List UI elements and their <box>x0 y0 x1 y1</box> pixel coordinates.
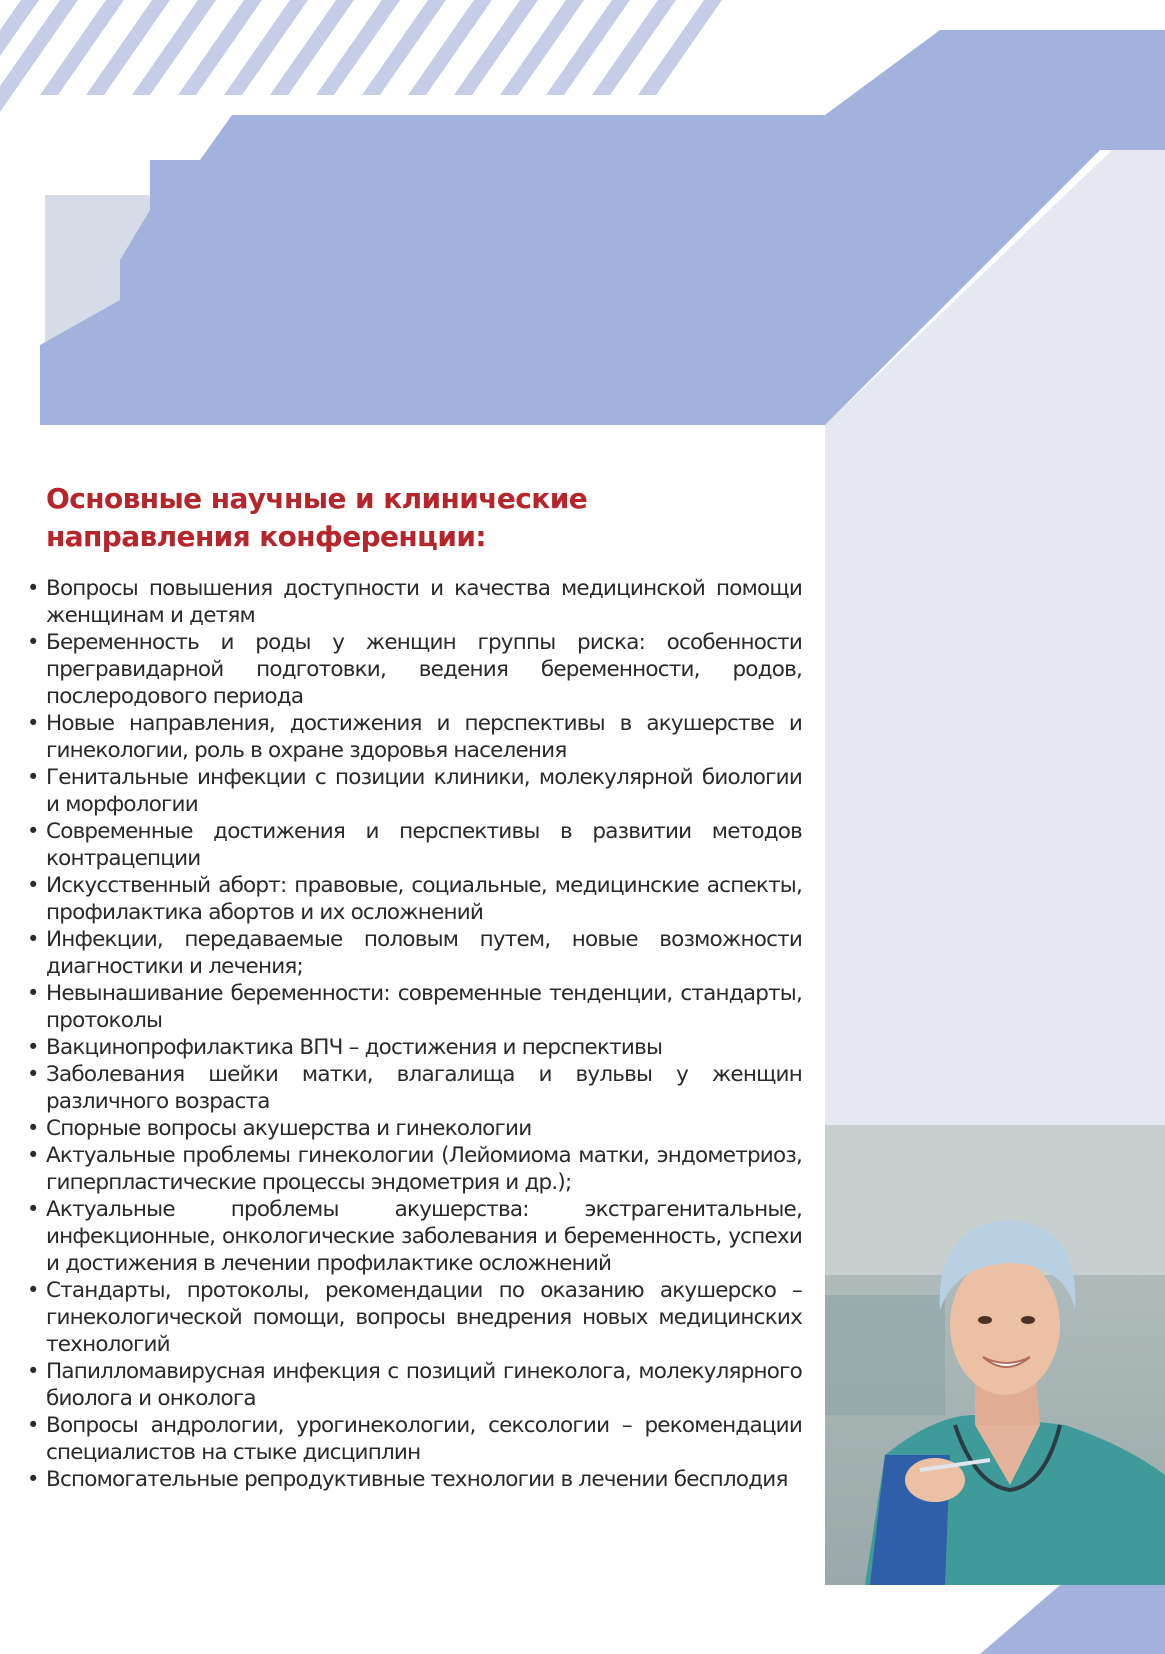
bullet-icon: • <box>27 630 39 654</box>
bullet-icon: • <box>27 1062 39 1086</box>
list-item-text: Беременность и роды у женщин группы риска: особенности прегравидарной подготовки, ведения беременности, родов, послеродового периода <box>46 630 802 709</box>
bullet-icon: • <box>27 819 39 843</box>
list-item-text: Вопросы андрологии, урогинекологии, сексологии – рекомендации специалистов на стыке дисциплин <box>46 1413 802 1465</box>
list-item <box>24 926 802 980</box>
list-item <box>24 980 802 1034</box>
list-item-text: Актуальные проблемы гинекологии (Лейомиома матки, эндометриоз, гиперпластические процессы эндометрия и др.); <box>46 1143 802 1195</box>
list-item-text: Искусственный аборт: правовые, социальные, медицинские аспекты, профилактика абортов и их осложнений <box>46 873 802 925</box>
section-title-line-1: Основные научные и клинические <box>46 482 588 515</box>
bullet-icon: • <box>27 576 39 600</box>
list-item <box>24 575 802 629</box>
list-item <box>24 1034 802 1061</box>
list-item <box>24 1196 802 1277</box>
list-item-text: Спорные вопросы акушерства и гинекологии <box>46 1116 532 1141</box>
bullet-icon: • <box>27 1116 39 1140</box>
list-item <box>24 1466 802 1493</box>
list-item-text: Генитальные инфекции с позиции клиники, молекулярной биологии и морфологии <box>46 765 802 817</box>
list-item <box>24 1142 802 1196</box>
list-item <box>24 1412 802 1466</box>
list-item <box>24 1358 802 1412</box>
bullet-icon: • <box>27 765 39 789</box>
list-item-text: Современные достижения и перспективы в развитии методов контрацепции <box>46 819 802 871</box>
list-item-text: Невынашивание беременности: современные тенденции, стандарты, протоколы <box>46 981 802 1033</box>
bullet-icon: • <box>27 1278 39 1302</box>
bullet-icon: • <box>27 1413 39 1437</box>
bullet-icon: • <box>27 981 39 1005</box>
list-item <box>24 1061 802 1115</box>
bullet-icon: • <box>27 1143 39 1167</box>
bullet-icon: • <box>27 1035 39 1059</box>
bullet-icon: • <box>27 1197 39 1221</box>
list-item <box>24 1115 802 1142</box>
bullet-icon: • <box>27 873 39 897</box>
list-item-text: Инфекции, передаваемые половым путем, новые возможности диагностики и лечения; <box>46 927 802 979</box>
list-item-text: Новые направления, достижения и перспективы в акушерстве и гинекологии, роль в охране здоровья населения <box>46 711 802 763</box>
list-item-text: Заболевания шейки матки, влагалища и вульвы у женщин различного возраста <box>46 1062 802 1114</box>
list-item-text: Вопросы повышения доступности и качества медицинской помощи женщинам и детям <box>46 576 802 628</box>
list-item-text: Папилломавирусная инфекция с позиций гинеколога, молекулярного биолога и онколога <box>46 1359 802 1411</box>
list-item <box>24 1277 802 1358</box>
blue-band-main <box>40 115 825 425</box>
section-title-line-2: направления конференции: <box>46 520 486 553</box>
list-item-text: Вспомогательные репродуктивные технологии в лечении бесплодия <box>46 1467 788 1492</box>
bullet-icon: • <box>27 927 39 951</box>
bullet-icon: • <box>27 711 39 735</box>
list-item-text: Стандарты, протоколы, рекомендации по оказанию акушерско – гинекологической помощи, вопросы внедрения новых медицинских технологий <box>46 1278 802 1357</box>
list-item <box>24 818 802 872</box>
list-item <box>24 629 802 710</box>
bullet-icon: • <box>27 1359 39 1383</box>
nurse-photo <box>825 1125 1165 1585</box>
list-item-text: Актуальные проблемы акушерства: экстрагенитальные, инфекционные, онкологические заболевания и беременность, успехи и достижения в лечении профилактике осложнений <box>46 1197 802 1276</box>
topics-list <box>24 575 802 1493</box>
bullet-icon: • <box>27 1467 39 1491</box>
list-item <box>24 764 802 818</box>
list-item <box>24 872 802 926</box>
list-item-text: Вакцинопрофилактика ВПЧ – достижения и перспективы <box>46 1035 663 1060</box>
list-item <box>24 710 802 764</box>
section-title <box>46 480 786 556</box>
diagonal-stripes <box>0 0 722 112</box>
